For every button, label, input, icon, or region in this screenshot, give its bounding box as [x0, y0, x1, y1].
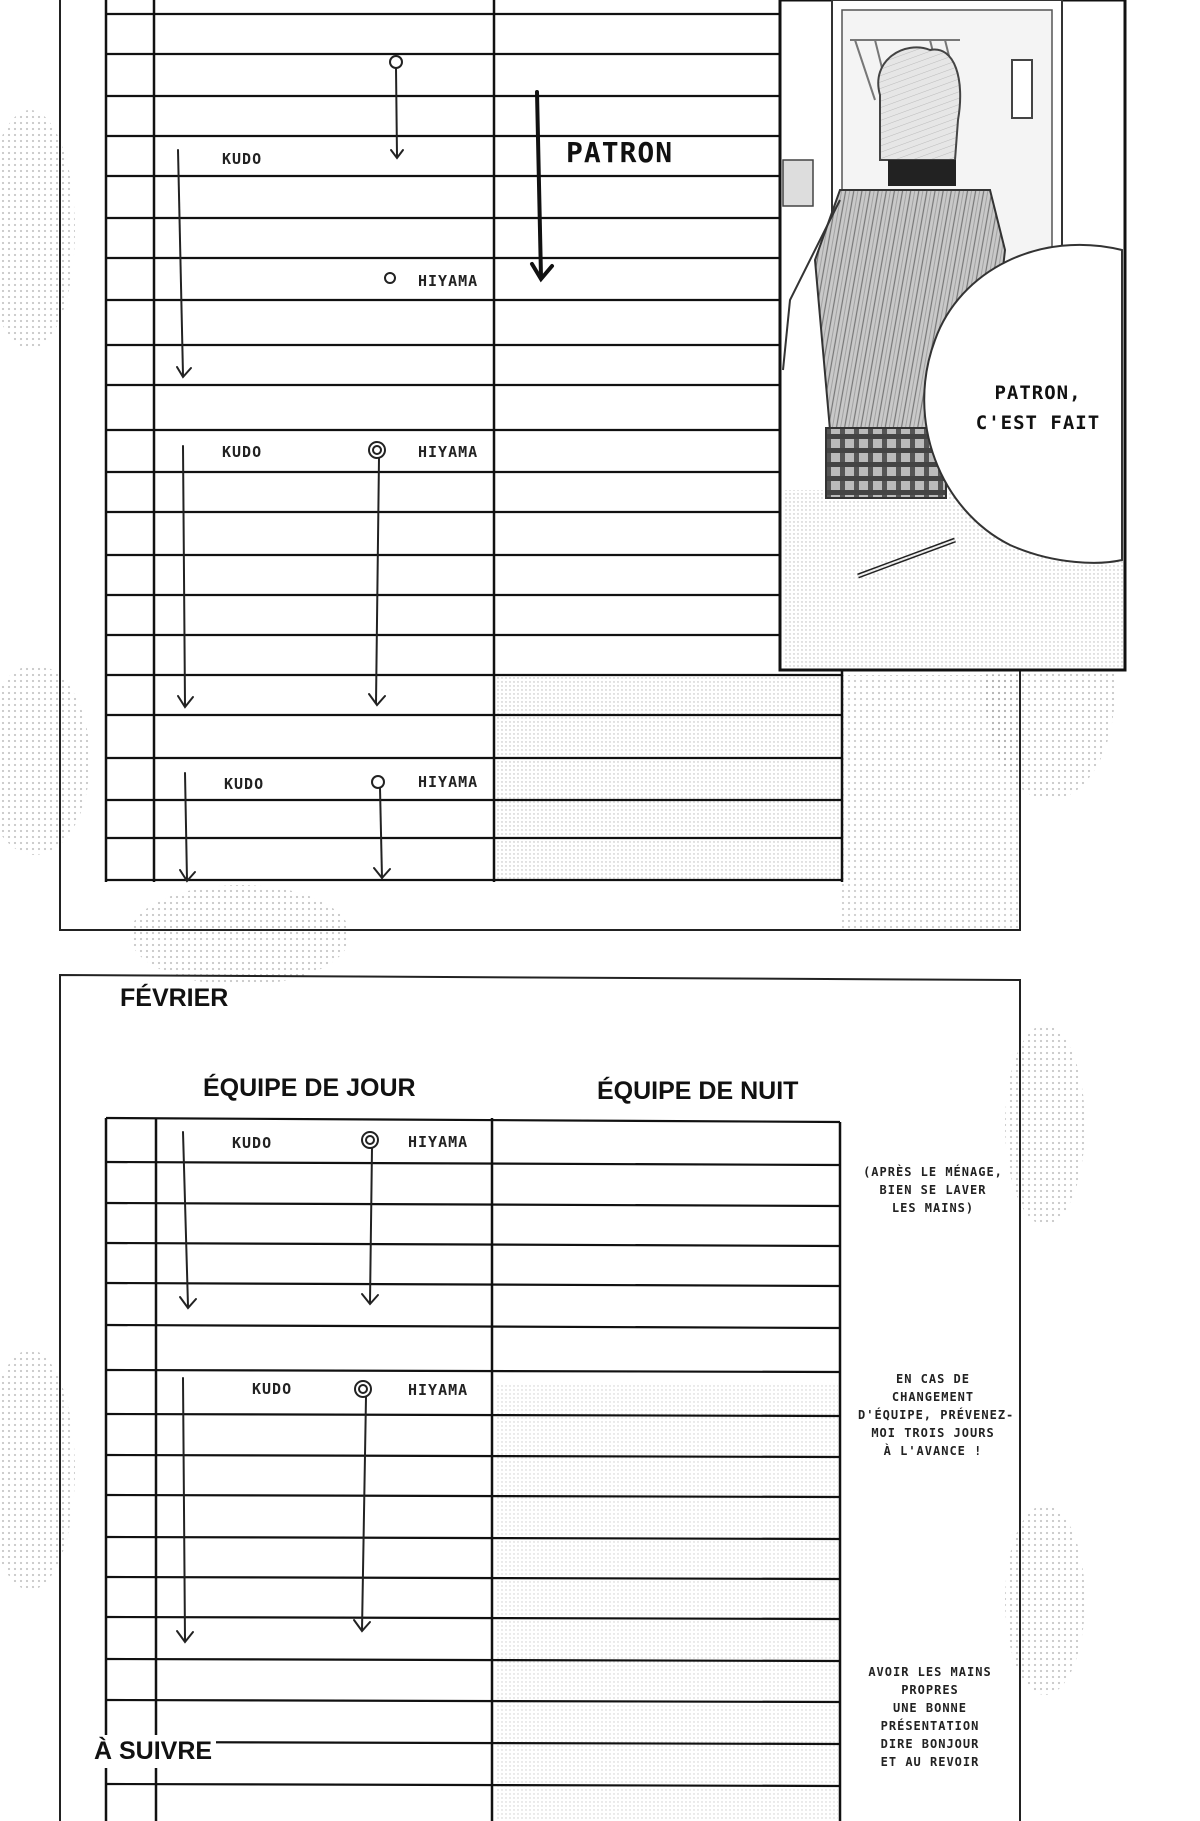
shift-name-hiyama: HIYAMA — [418, 443, 479, 461]
shift-name-kudo: KUDO — [222, 443, 263, 461]
speech-line: C'EST FAIT — [975, 412, 1101, 434]
note-line: UNE BONNE — [892, 1701, 968, 1715]
shift-name-hiyama: HIYAMA — [418, 272, 479, 290]
speech-bubble-text — [968, 378, 1108, 438]
to-be-continued: À SUIVRE — [90, 1735, 216, 1768]
shift-name-hiyama: HIYAMA — [408, 1381, 469, 1399]
shift-name-hiyama: HIYAMA — [418, 773, 479, 791]
shift-name-kudo: KUDO — [252, 1380, 293, 1398]
note-line: DIRE BONJOUR — [880, 1737, 980, 1751]
inset-panel — [780, 0, 1125, 670]
month-title: FÉVRIER — [120, 984, 229, 1012]
note-rules — [855, 1663, 1005, 1771]
shift-name-kudo: KUDO — [224, 775, 265, 793]
shift-name-kudo: KUDO — [232, 1134, 273, 1152]
note-wash-hands — [858, 1163, 1008, 1217]
note-line: PRÉSENTATION — [880, 1719, 980, 1733]
note-line: EN CAS DE — [895, 1372, 971, 1386]
note-line: D'ÉQUIPE, PRÉVENEZ- — [858, 1408, 1015, 1422]
note-line: AVOIR LES MAINS — [868, 1665, 992, 1679]
speech-line: PATRON, — [994, 382, 1082, 404]
note-team-change — [858, 1370, 1015, 1460]
note-line: LES MAINS) — [891, 1201, 975, 1215]
note-line: MOI TROIS JOURS — [871, 1426, 995, 1440]
night-shift-header: ÉQUIPE DE NUIT — [597, 1077, 799, 1105]
day-shift-header: ÉQUIPE DE JOUR — [203, 1074, 416, 1102]
note-line: ET AU REVOIR — [880, 1755, 980, 1769]
boss-label: PATRON — [566, 136, 674, 169]
note-line: (APRÈS LE MÉNAGE, — [863, 1165, 1003, 1179]
note-line: BIEN SE LAVER — [879, 1183, 987, 1197]
note-line: CHANGEMENT — [891, 1390, 975, 1404]
shift-name-hiyama: HIYAMA — [408, 1133, 469, 1151]
shift-name-kudo: KUDO — [222, 150, 263, 168]
note-line: PROPRES — [901, 1683, 959, 1697]
note-line: À L'AVANCE ! — [883, 1444, 983, 1458]
